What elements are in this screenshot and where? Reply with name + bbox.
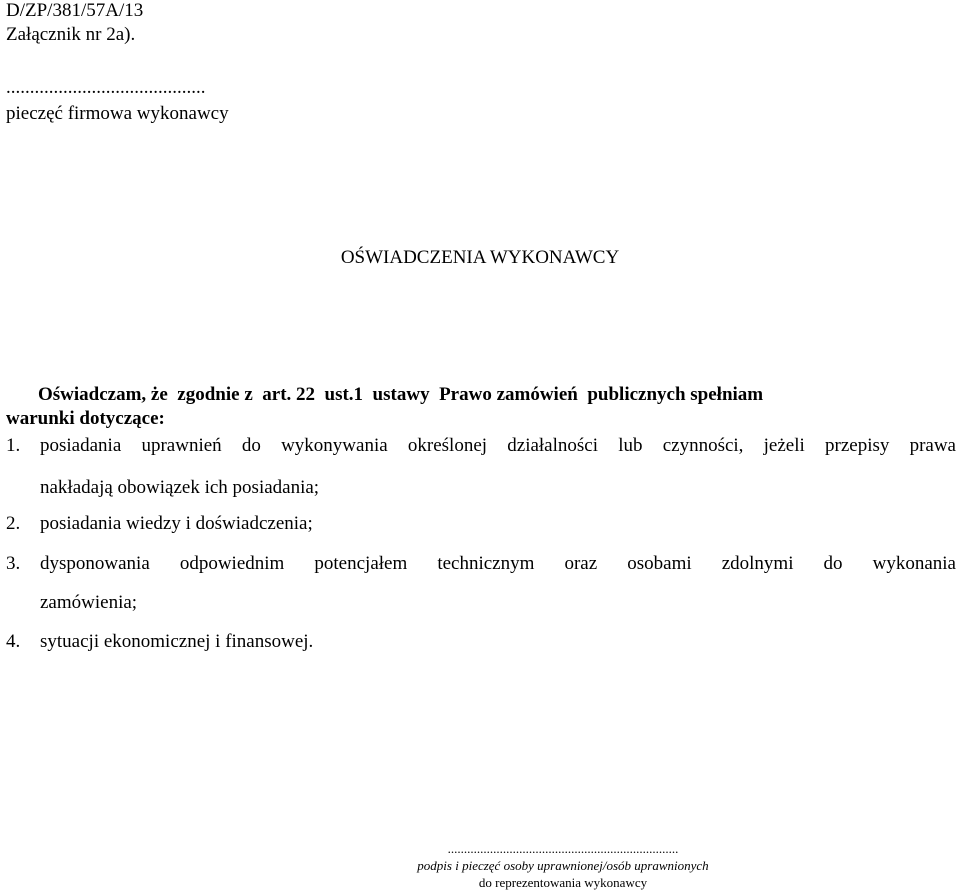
list-item-text: nakładają obowiązek ich posiadania; [40,477,320,498]
signature-label-continuation: do reprezentowania wykonawcy [478,875,648,890]
signature-label: podpis i pieczęć osoby uprawnionej/osób uprawnionych [417,858,709,873]
list-item-number: 2. [6,513,21,534]
list-item-number: 4. [6,631,21,652]
intro-line-1: Oświadczam, że zgodnie z art. 22 ust.1 ustawy Prawo zamówień publicznych spełniam [38,384,764,405]
signature-block [394,840,732,891]
document-title: OŚWIADCZENIA WYKONAWCY [340,247,620,268]
list-item-text: sytuacji ekonomicznej i finansowej. [40,631,314,652]
annex-label: Załącznik nr 2a). [6,24,136,45]
list-item-text: posiadania uprawnień do wykonywania określonej działalności lub czynności, jeżeli przepisy prawa [40,435,956,456]
list-item-text: zamówienia; [40,592,138,613]
stamp-dotted-line: .......................................... [6,77,206,98]
intro-line-2: warunki dotyczące: [6,408,165,429]
list-item-number: 1. [6,435,21,456]
company-stamp-label: pieczęć firmowa wykonawcy [6,103,229,124]
signature-dotted-line: ....................................................................... [447,841,679,856]
list-item-text: dysponowania odpowiednim potencjałem technicznym oraz osobami zdolnymi do wykonania [40,553,956,574]
document-reference: D/ZP/381/57A/13 [6,0,144,21]
list-item-number: 3. [6,553,21,574]
list-item-text: posiadania wiedzy i doświadczenia; [40,513,313,534]
